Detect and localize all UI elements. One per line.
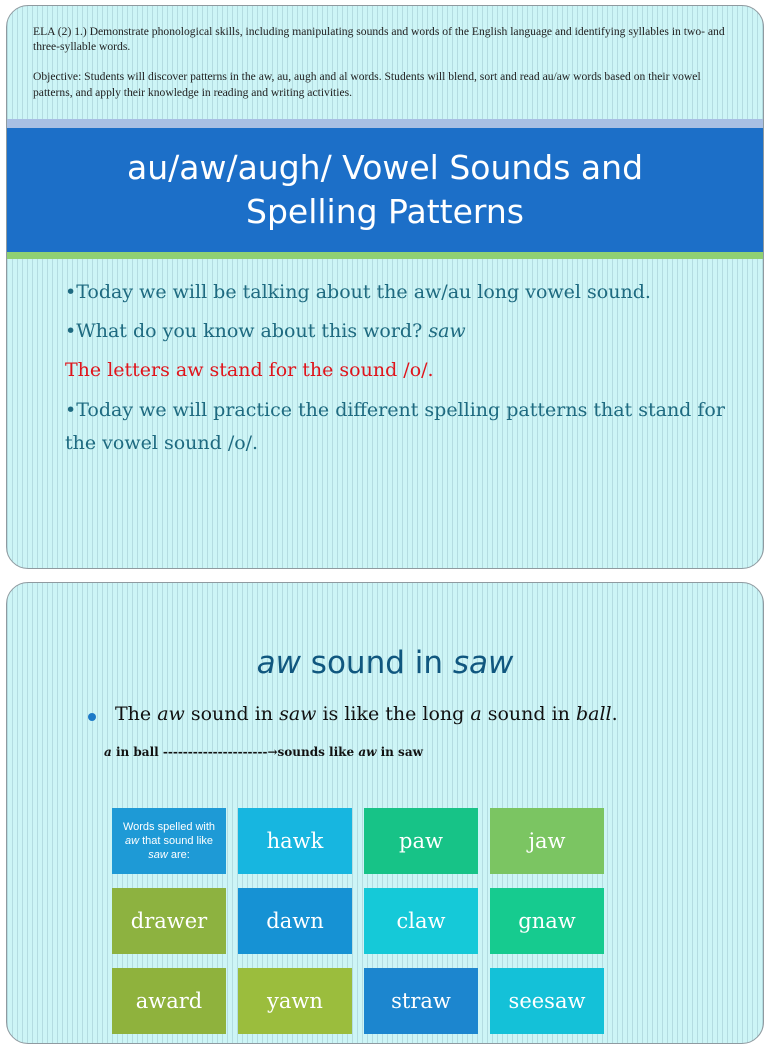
word-tile-dawn: dawn	[238, 888, 352, 954]
word-tile-award: award	[112, 968, 226, 1034]
sub-em: aw	[358, 745, 377, 759]
word-tile-drawer: drawer	[112, 888, 226, 954]
bullet-part: .	[611, 703, 618, 725]
title-band-top-stripe	[7, 119, 763, 128]
bullet-icon	[88, 713, 96, 721]
word-tile-gnaw: gnaw	[490, 888, 604, 954]
slide-2	[6, 582, 764, 1044]
title-em-aw: aw	[256, 645, 301, 681]
header-part: that sound like	[139, 835, 214, 847]
bullet-part: is like the long	[316, 703, 471, 725]
objective-text: Objective: Students will discover patterns in the aw, au, augh and al words. Students will blend, sort and read au/aw words based on their vowel patterns, and apply their knowledge in reading and writing activities.	[33, 70, 701, 99]
title-band-bottom-stripe	[7, 252, 763, 259]
header-part: Words spelled with	[122, 821, 216, 833]
body-line-4: •Today we will practice the different spelling patterns that stand for the vowel sound /o/.	[65, 399, 725, 454]
header-em: saw	[148, 849, 168, 861]
body-line-1: •Today we will be talking about the aw/au long vowel sound.	[65, 281, 651, 303]
header-tile-text	[118, 820, 220, 862]
title-band	[7, 128, 763, 252]
header-tile	[112, 808, 226, 874]
bullet-em: aw	[157, 703, 185, 725]
standard-text: ELA (2) 1.) Demonstrate phonological skills, including manipulating sounds and words of the English language and identifying syllables in two- and three-syllable words.	[33, 25, 725, 53]
word-tile-straw: straw	[364, 968, 478, 1034]
word-tile-paw: paw	[364, 808, 478, 874]
sub-part: in saw	[376, 745, 423, 759]
title-em-saw: saw	[452, 645, 514, 681]
slide-2-title	[7, 645, 763, 681]
body-line-2	[65, 315, 725, 348]
word-tile-jaw: jaw	[490, 808, 604, 874]
word-tile-claw: claw	[364, 888, 478, 954]
sub-line	[104, 745, 423, 759]
bullet-part: The	[115, 703, 158, 725]
body-line-3: The letters aw stand for the sound /o/.	[65, 359, 434, 381]
header-part: are:	[167, 849, 190, 861]
slide-title: au/aw/augh/ Vowel Sounds and Spelling Patterns	[126, 148, 644, 231]
bullet-em: ball	[575, 703, 612, 725]
bullet-em: saw	[279, 703, 317, 725]
bullet-part: sound in	[184, 703, 280, 725]
bullet-line	[115, 703, 618, 725]
title-mid: sound in	[300, 645, 453, 681]
bullet-em: a	[470, 703, 482, 725]
slide-1	[6, 5, 764, 569]
word-saw: saw	[428, 320, 466, 342]
word-tile-seesaw: seesaw	[490, 968, 604, 1034]
bullet-part: sound in	[481, 703, 576, 725]
sub-em: a	[104, 745, 112, 759]
header-em: aw	[124, 835, 140, 847]
word-tile-yawn: yawn	[238, 968, 352, 1034]
sub-part: in ball ---------------------→sounds like	[111, 745, 359, 759]
body-line-2-text: •What do you know about this word?	[65, 320, 429, 342]
word-tile-hawk: hawk	[238, 808, 352, 874]
